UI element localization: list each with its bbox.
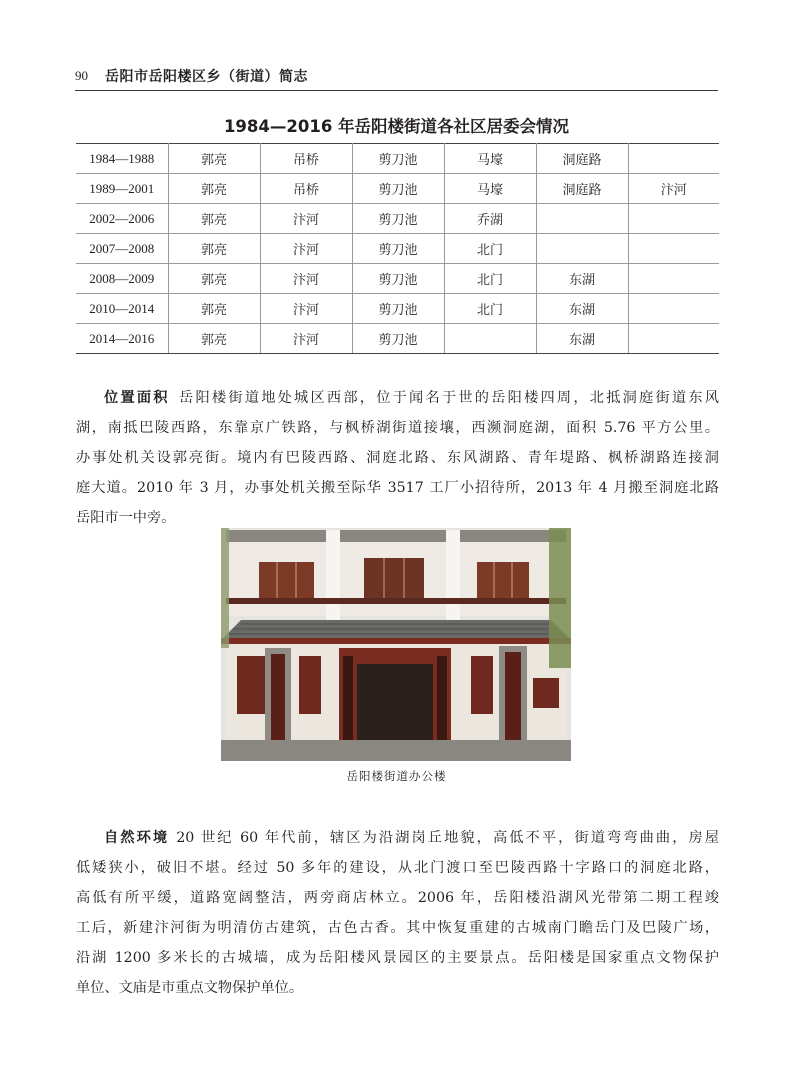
- community-cell: 洞庭路: [536, 174, 628, 204]
- community-cell: [628, 294, 719, 324]
- text-line: 湖，南抵巴陵西路，东靠京广铁路，与枫桥湖街道接壤，西濒洞庭湖，面积 5.76 平方公里。: [76, 420, 719, 436]
- upper-roof-band: [226, 530, 566, 542]
- community-cell: 汴河: [260, 234, 352, 264]
- community-cell: 郭亮: [168, 174, 260, 204]
- upper-window-center: [364, 558, 424, 604]
- right-window: [533, 678, 559, 708]
- community-cell: 剪刀池: [352, 324, 444, 354]
- table-row: [76, 294, 719, 324]
- community-cell: 东湖: [536, 324, 628, 354]
- door-right-couplet: [437, 656, 447, 740]
- community-cell: 吊桥: [260, 174, 352, 204]
- stone-base: [221, 740, 571, 761]
- right-tree: [549, 528, 571, 668]
- door-left-couplet: [343, 656, 353, 740]
- left-tree: [221, 528, 229, 648]
- period-cell: 2007—2008: [76, 234, 168, 264]
- left-couplet: [271, 654, 285, 740]
- right-couplet: [505, 652, 521, 740]
- balcony-rail: [226, 598, 566, 604]
- office-building-photo: [221, 528, 571, 761]
- office-building-illustration: [221, 528, 571, 761]
- community-cell: 郭亮: [168, 144, 260, 174]
- community-cell: [628, 264, 719, 294]
- running-header: [75, 66, 718, 91]
- roof-eave: [221, 638, 571, 644]
- community-cell: 汴河: [628, 174, 719, 204]
- line-text: 20 世纪 60 年代前，辖区为沿湖岗丘地貌，高低不平，街道弯弯曲曲，房屋: [176, 830, 719, 846]
- line-text: 岳阳楼街道地处城区西部，位于闻名于世的岳阳楼四周，北抵洞庭街道东风: [176, 390, 719, 406]
- photo-caption: 岳阳楼街道办公楼: [346, 769, 447, 783]
- text-line: [76, 383, 719, 413]
- text-line: 沿湖 1200 多米长的古城墙，成为岳阳楼风景园区的主要景点。岳阳楼是国家重点文物保护: [76, 950, 719, 966]
- community-cell: 剪刀池: [352, 264, 444, 294]
- community-cell: [536, 204, 628, 234]
- community-cell: 北门: [444, 264, 536, 294]
- community-cell: 汴河: [260, 264, 352, 294]
- community-cell: 汴河: [260, 294, 352, 324]
- community-cell: 郭亮: [168, 324, 260, 354]
- text-line: [76, 823, 719, 853]
- environment-paragraph: [76, 823, 719, 1003]
- text-line: 低矮狭小，破旧不堪。经过 50 多年的建设，从北门渡口至巴陵西路十字路口的洞庭北路，: [76, 860, 719, 876]
- period-cell: 1989—2001: [76, 174, 168, 204]
- column-left: [326, 530, 340, 620]
- door-opening: [357, 664, 433, 748]
- community-cell: [628, 144, 719, 174]
- upper-window-left: [259, 562, 314, 604]
- text-line: 办事处机关设郭亮街。境内有巴陵西路、洞庭北路、东风湖路、青年堤路、枫桥湖路连接洞: [76, 450, 719, 466]
- committee-table: [76, 143, 719, 354]
- community-cell: 东湖: [536, 264, 628, 294]
- community-cell: 洞庭路: [536, 144, 628, 174]
- tiled-roof: [221, 620, 571, 640]
- left-inner-window: [299, 656, 321, 714]
- community-cell: [628, 234, 719, 264]
- community-cell: 剪刀池: [352, 174, 444, 204]
- community-cell: 剪刀池: [352, 234, 444, 264]
- text-line: 庭大道。2010 年 3 月，办事处机关搬至际华 3517 工厂小招待所，2013 年 4 月搬至洞庭北路: [76, 480, 719, 496]
- book-title: 岳阳市岳阳楼区乡（街道）简志: [105, 69, 308, 85]
- community-cell: [628, 204, 719, 234]
- community-cell: 郭亮: [168, 264, 260, 294]
- period-cell: 2010—2014: [76, 294, 168, 324]
- text-line: 岳阳市一中旁。: [76, 510, 176, 526]
- table-row: [76, 234, 719, 264]
- table-row: [76, 144, 719, 174]
- community-cell: 剪刀池: [352, 294, 444, 324]
- left-window: [237, 656, 265, 714]
- period-cell: 2002—2006: [76, 204, 168, 234]
- text-line: 高低有所平缓，道路宽阔整洁，两旁商店林立。2006 年，岳阳楼沿湖风光带第二期工程竣: [76, 890, 719, 906]
- community-cell: 汴河: [260, 324, 352, 354]
- period-cell: 2008—2009: [76, 264, 168, 294]
- table-row: [76, 204, 719, 234]
- text-line: 工后，新建汴河街为明清仿古建筑，古色古香。其中恢复重建的古城南门瞻岳门及巴陵广场，: [76, 920, 719, 936]
- table-title: 1984—2016 年岳阳楼街道各社区居委会情况: [223, 117, 570, 136]
- table-row: [76, 264, 719, 294]
- page-number: 90: [75, 68, 88, 83]
- community-cell: 吊桥: [260, 144, 352, 174]
- section-lead: 自然环境: [104, 830, 170, 846]
- location-paragraph: [76, 383, 719, 533]
- text-line: 单位、文庙是市重点文物保护单位。: [76, 980, 304, 996]
- section-lead: 位置面积: [104, 390, 170, 406]
- community-cell: [444, 324, 536, 354]
- table-row: [76, 174, 719, 204]
- community-cell: [536, 234, 628, 264]
- community-cell: 东湖: [536, 294, 628, 324]
- community-cell: [628, 324, 719, 354]
- column-right: [446, 530, 460, 620]
- community-cell: 汴河: [260, 204, 352, 234]
- community-cell: 乔湖: [444, 204, 536, 234]
- community-cell: 郭亮: [168, 234, 260, 264]
- table-row: [76, 324, 719, 354]
- period-cell: 1984—1988: [76, 144, 168, 174]
- community-cell: 剪刀池: [352, 204, 444, 234]
- community-cell: 马壕: [444, 144, 536, 174]
- community-cell: 郭亮: [168, 294, 260, 324]
- upper-window-right: [477, 562, 529, 604]
- community-cell: 北门: [444, 234, 536, 264]
- community-cell: 郭亮: [168, 204, 260, 234]
- community-cell: 马壕: [444, 174, 536, 204]
- period-cell: 2014—2016: [76, 324, 168, 354]
- community-cell: 北门: [444, 294, 536, 324]
- community-cell: 剪刀池: [352, 144, 444, 174]
- right-inner-window: [471, 656, 493, 714]
